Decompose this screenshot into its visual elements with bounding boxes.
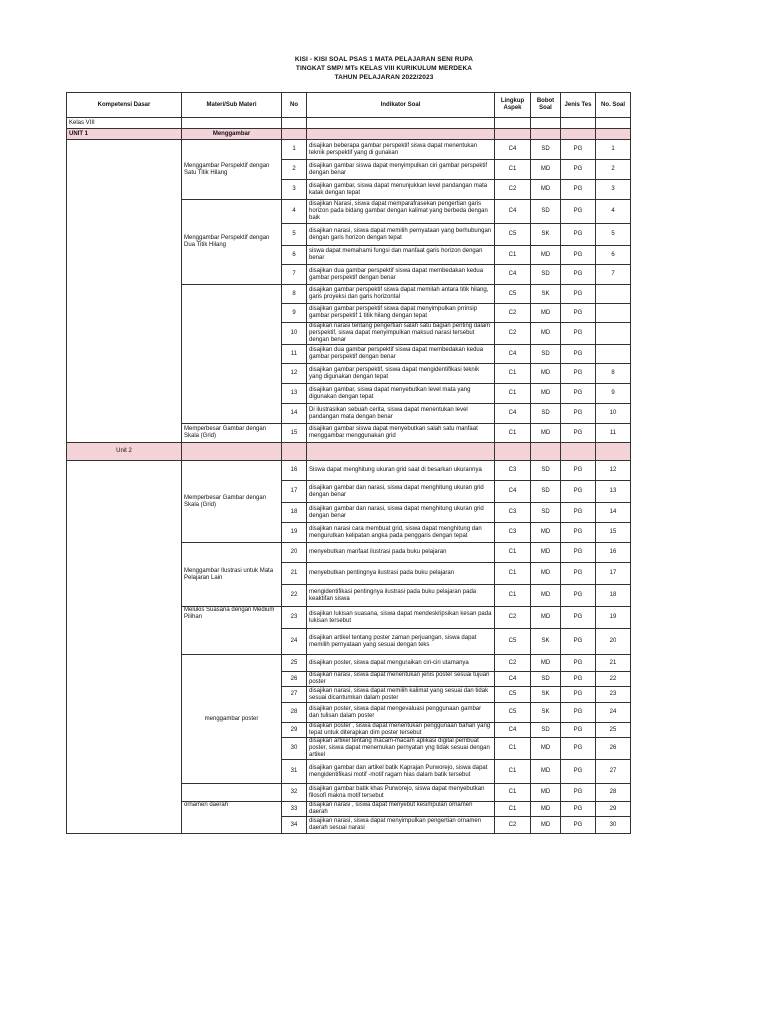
bobot-cell: SD bbox=[531, 503, 561, 523]
empty-cell bbox=[561, 443, 596, 461]
lingkup-cell: C1 bbox=[495, 738, 531, 760]
no-cell: 1 bbox=[282, 140, 307, 160]
bobot-cell: MD bbox=[531, 543, 561, 563]
nosoal-cell: 29 bbox=[596, 802, 631, 817]
indikator-cell: disajikan dua gambar perspektif siswa dapat membedakan kedua gambar perspektif dengan benar bbox=[307, 265, 495, 285]
indikator-cell: disajikan gambar siswa dapat menyimpulkan ciri gambar perspektif dengan benar bbox=[307, 160, 495, 180]
materi-cell bbox=[182, 285, 282, 424]
no-cell: 26 bbox=[282, 672, 307, 687]
jenis-cell: PG bbox=[561, 655, 596, 672]
lingkup-cell: C5 bbox=[495, 687, 531, 703]
doc-title-line3: TAHUN PELAJARAN 2022/2023 bbox=[334, 74, 434, 81]
indikator-cell: disajikan gambar perspektif siswa dapat memilah antara titik hilang, garis proyeksi dan garis horizontal bbox=[307, 285, 495, 304]
indikator-cell: Siswa dapat menghitung ukuran grid saat di besarkan ukurannya bbox=[307, 461, 495, 481]
kd-cell-unit2 bbox=[67, 461, 182, 834]
nosoal-cell: 11 bbox=[596, 424, 631, 443]
no-cell: 19 bbox=[282, 523, 307, 543]
bobot-cell: SK bbox=[531, 687, 561, 703]
empty-cell bbox=[307, 443, 495, 461]
no-cell: 11 bbox=[282, 345, 307, 364]
indikator-cell: disajikan beberapa gambar perspektif siswa dapat menentukan teknik perspektif yang di gunakan bbox=[307, 140, 495, 160]
nosoal-cell: 8 bbox=[596, 364, 631, 384]
no-cell: 18 bbox=[282, 503, 307, 523]
jenis-cell: PG bbox=[561, 523, 596, 543]
indikator-cell: disajikan gambar perspektif siswa dapat menyimpulkan prrinsip gambar perspektif 1 titik hilang dengan tepat bbox=[307, 304, 495, 323]
jenis-cell: PG bbox=[561, 323, 596, 345]
no-cell: 10 bbox=[282, 323, 307, 345]
jenis-cell: PG bbox=[561, 481, 596, 503]
no-cell: 6 bbox=[282, 246, 307, 265]
empty-cell bbox=[182, 443, 282, 461]
nosoal-cell: 17 bbox=[596, 563, 631, 585]
lingkup-cell: C2 bbox=[495, 180, 531, 200]
col-jenis: Jenis Tes bbox=[561, 93, 596, 118]
lingkup-cell: C4 bbox=[495, 200, 531, 224]
indikator-cell: disajikan narasi , siswa dapat menyebut kesimpulan ornamen daerah bbox=[307, 802, 495, 817]
nosoal-cell: 4 bbox=[596, 200, 631, 224]
indikator-cell: disajikan gambar dan artikel batik Kaprajan Purworejo, siswa dapat mengidentifikasi motif -motif ragam hias dalam batik tersebut bbox=[307, 760, 495, 784]
nosoal-cell: 20 bbox=[596, 629, 631, 655]
indikator-cell: mengidentifikasi pentingnya ilustrasi pada buku pelajaran pada keaktifan siswa bbox=[307, 585, 495, 607]
lingkup-cell: C2 bbox=[495, 655, 531, 672]
jenis-cell: PG bbox=[561, 585, 596, 607]
jenis-cell: PG bbox=[561, 543, 596, 563]
bobot-cell: SD bbox=[531, 672, 561, 687]
lingkup-cell: C5 bbox=[495, 703, 531, 723]
jenis-cell: PG bbox=[561, 784, 596, 802]
indikator-cell: disajikan gambar, siswa dapat menunjukkan level pandangan mata katak dengan tepat bbox=[307, 180, 495, 200]
nosoal-cell: 19 bbox=[596, 607, 631, 629]
bobot-cell: MD bbox=[531, 424, 561, 443]
unit1-label: UNIT 1 bbox=[67, 129, 182, 140]
nosoal-cell: 12 bbox=[596, 461, 631, 481]
nosoal-cell: 21 bbox=[596, 655, 631, 672]
jenis-cell: PG bbox=[561, 265, 596, 285]
lingkup-cell: C1 bbox=[495, 246, 531, 265]
bobot-cell: MD bbox=[531, 364, 561, 384]
indikator-cell: disajikan gambar batik khas Purworejo, siswa dapat menyebutkan filosofi makna motif tersebut bbox=[307, 784, 495, 802]
no-cell: 7 bbox=[282, 265, 307, 285]
jenis-cell: PG bbox=[561, 760, 596, 784]
kelas-row bbox=[67, 118, 631, 129]
nosoal-cell: 2 bbox=[596, 160, 631, 180]
lingkup-cell: C4 bbox=[495, 265, 531, 285]
nosoal-cell: 7 bbox=[596, 265, 631, 285]
nosoal-cell: 15 bbox=[596, 523, 631, 543]
bobot-cell: MD bbox=[531, 585, 561, 607]
lingkup-cell: C1 bbox=[495, 543, 531, 563]
jenis-cell: PG bbox=[561, 503, 596, 523]
indikator-cell: siswa dapat memahami fungsi dan manfaat garis horizon dengan benar bbox=[307, 246, 495, 265]
col-materi: Materi/Sub Materi bbox=[182, 93, 282, 118]
nosoal-cell: 16 bbox=[596, 543, 631, 563]
nosoal-cell bbox=[596, 285, 631, 304]
jenis-cell: PG bbox=[561, 461, 596, 481]
jenis-cell: PG bbox=[561, 285, 596, 304]
jenis-cell: PG bbox=[561, 224, 596, 246]
table-row bbox=[67, 461, 631, 481]
lingkup-cell: C5 bbox=[495, 224, 531, 246]
bobot-cell: SD bbox=[531, 345, 561, 364]
materi-cell: Menggambar Perspektif dengan Dua Titik Hilang bbox=[182, 200, 282, 285]
nosoal-cell: 28 bbox=[596, 784, 631, 802]
jenis-cell: PG bbox=[561, 607, 596, 629]
col-lingkup: Lingkup Aspek bbox=[495, 93, 531, 118]
no-cell: 13 bbox=[282, 384, 307, 404]
no-cell: 21 bbox=[282, 563, 307, 585]
indikator-cell: disajikan narasi, siswa dapat memilih kalimat yang sesuai dan tidak sesuai dicantumkan dalam poster bbox=[307, 687, 495, 703]
no-cell: 23 bbox=[282, 607, 307, 629]
indikator-cell: disajikan narasi cara membuat grid, siswa dapat menghitung dan mengurutkan kelipatan angka pada penggaris dengan tepat bbox=[307, 523, 495, 543]
indikator-cell: disajikan poster , siswa dapat menentukan penggunaan bahan yang tepat untuk diterapkan dim poster tersebut bbox=[307, 723, 495, 738]
indikator-cell: disajikan narasi, siswa dapat memilih pernyataan yang berhubungan dengan garis horizon dengan tepat bbox=[307, 224, 495, 246]
nosoal-cell bbox=[596, 304, 631, 323]
indikator-cell: disajikan poster, siswa dapat menguraikan ciri-ciri utamanya bbox=[307, 655, 495, 672]
nosoal-cell: 10 bbox=[596, 404, 631, 424]
bobot-cell: MD bbox=[531, 180, 561, 200]
jenis-cell: PG bbox=[561, 703, 596, 723]
bobot-cell: SD bbox=[531, 140, 561, 160]
bobot-cell: MD bbox=[531, 802, 561, 817]
bobot-cell: SK bbox=[531, 703, 561, 723]
indikator-cell: disajikan gambar dan narasi, siswa dapat menghitung ukuran grid dengan benar bbox=[307, 503, 495, 523]
indikator-cell: menyebutkan pentingnya ilustrasi pada buku pelajaran bbox=[307, 563, 495, 585]
lingkup-cell: C4 bbox=[495, 345, 531, 364]
no-cell: 31 bbox=[282, 760, 307, 784]
lingkup-cell: C1 bbox=[495, 160, 531, 180]
bobot-cell: MD bbox=[531, 384, 561, 404]
nosoal-cell: 18 bbox=[596, 585, 631, 607]
jenis-cell: PG bbox=[561, 563, 596, 585]
no-cell: 22 bbox=[282, 585, 307, 607]
bobot-cell: MD bbox=[531, 784, 561, 802]
no-cell: 15 bbox=[282, 424, 307, 443]
bobot-cell: MD bbox=[531, 160, 561, 180]
jenis-cell: PG bbox=[561, 738, 596, 760]
lingkup-cell: C2 bbox=[495, 323, 531, 345]
lingkup-cell: C3 bbox=[495, 503, 531, 523]
indikator-cell: disajikan Narasi, siswa dapat memparafrasekan pengertian garis horizon pada bidang gambar dengan kalimat yang berbeda dengan baik bbox=[307, 200, 495, 224]
nosoal-cell bbox=[596, 323, 631, 345]
bobot-cell: MD bbox=[531, 655, 561, 672]
no-cell: 5 bbox=[282, 224, 307, 246]
jenis-cell: PG bbox=[561, 200, 596, 224]
no-cell: 32 bbox=[282, 784, 307, 802]
nosoal-cell: 9 bbox=[596, 384, 631, 404]
lingkup-cell: C1 bbox=[495, 384, 531, 404]
no-cell: 27 bbox=[282, 687, 307, 703]
indikator-cell: disajikan poster, siswa dapat mengevaluasi penggunaan gambar dan tulisan dalam poster bbox=[307, 703, 495, 723]
indikator-cell: disajikan gambar dan narasi, siswa dapat menghitung ukuran grid dengan benar bbox=[307, 481, 495, 503]
bobot-cell: MD bbox=[531, 738, 561, 760]
bobot-cell: MD bbox=[531, 246, 561, 265]
jenis-cell: PG bbox=[561, 246, 596, 265]
bobot-cell: MD bbox=[531, 304, 561, 323]
bobot-cell: MD bbox=[531, 817, 561, 834]
jenis-cell: PG bbox=[561, 687, 596, 703]
bobot-cell: MD bbox=[531, 760, 561, 784]
materi-cell: ornamen daerah bbox=[182, 802, 282, 834]
jenis-cell: PG bbox=[561, 345, 596, 364]
lingkup-cell: C3 bbox=[495, 461, 531, 481]
doc-title-line1: KISI - KISI SOAL PSAS 1 MATA PELAJARAN SENI RUPA bbox=[294, 56, 474, 63]
kisi-kisi-table bbox=[66, 92, 631, 834]
no-cell: 17 bbox=[282, 481, 307, 503]
no-cell: 4 bbox=[282, 200, 307, 224]
no-cell: 20 bbox=[282, 543, 307, 563]
bobot-cell: MD bbox=[531, 563, 561, 585]
materi-cell: Menggambar Perspektif dengan Satu Titik Hilang bbox=[182, 140, 282, 200]
nosoal-cell: 6 bbox=[596, 246, 631, 265]
empty-cell bbox=[282, 443, 307, 461]
lingkup-cell: C4 bbox=[495, 672, 531, 687]
lingkup-cell: C1 bbox=[495, 364, 531, 384]
indikator-cell: disajikan artikel tentang macam-macam aplikasi digital pembuat poster, siswa dapat menemukan pernyatan yng tidak sesuai dengan artikel bbox=[307, 738, 495, 760]
bobot-cell: SK bbox=[531, 224, 561, 246]
jenis-cell: PG bbox=[561, 802, 596, 817]
materi-cell: Memperbesar Gambar dengan Skala (Grid) bbox=[182, 424, 282, 443]
nosoal-cell: 27 bbox=[596, 760, 631, 784]
no-cell: 30 bbox=[282, 738, 307, 760]
empty-cell bbox=[531, 443, 561, 461]
lingkup-cell: C2 bbox=[495, 817, 531, 834]
jenis-cell: PG bbox=[561, 140, 596, 160]
indikator-cell: disajikan narasi, siswa dapat menyimpulkan pengertian ornamen daerah sesuai narasi bbox=[307, 817, 495, 834]
no-cell: 33 bbox=[282, 802, 307, 817]
nosoal-cell: 13 bbox=[596, 481, 631, 503]
materi-cell: Menggambar Ilustrasi untuk Mata Pelajaran Lain bbox=[182, 543, 282, 607]
bobot-cell: MD bbox=[531, 523, 561, 543]
doc-title-line2: TINGKAT SMP/ MTs KELAS VIII KURIKULUM MERDEKA bbox=[295, 65, 473, 72]
indikator-cell: disajikan lukisan suasana, siswa dapat mendeskripsikan kesan pada lukisan tersebut bbox=[307, 607, 495, 629]
lingkup-cell: C1 bbox=[495, 802, 531, 817]
jenis-cell: PG bbox=[561, 180, 596, 200]
no-cell: 2 bbox=[282, 160, 307, 180]
jenis-cell: PG bbox=[561, 424, 596, 443]
lingkup-cell: C2 bbox=[495, 304, 531, 323]
no-cell: 9 bbox=[282, 304, 307, 323]
jenis-cell: PG bbox=[561, 723, 596, 738]
jenis-cell: PG bbox=[561, 364, 596, 384]
indikator-cell: disajikan gambar, siswa dapat menyebutkan level mata yang digunakan dengan tepat bbox=[307, 384, 495, 404]
lingkup-cell: C1 bbox=[495, 424, 531, 443]
lingkup-cell: C4 bbox=[495, 723, 531, 738]
nosoal-cell: 1 bbox=[596, 140, 631, 160]
bobot-cell: SD bbox=[531, 723, 561, 738]
nosoal-cell: 26 bbox=[596, 738, 631, 760]
lingkup-cell: C3 bbox=[495, 523, 531, 543]
empty-cell bbox=[596, 443, 631, 461]
no-cell: 34 bbox=[282, 817, 307, 834]
unit2-row bbox=[67, 443, 631, 461]
col-indikator: Indikator Soal bbox=[307, 93, 495, 118]
jenis-cell: PG bbox=[561, 817, 596, 834]
bobot-cell: SD bbox=[531, 461, 561, 481]
col-no: No bbox=[282, 93, 307, 118]
bobot-cell: SK bbox=[531, 285, 561, 304]
unit1-materi: Menggambar bbox=[182, 129, 282, 140]
nosoal-cell bbox=[596, 345, 631, 364]
nosoal-cell: 5 bbox=[596, 224, 631, 246]
lingkup-cell: C4 bbox=[495, 140, 531, 160]
nosoal-cell: 22 bbox=[596, 672, 631, 687]
indikator-cell: menyebutkan manfaat ilustrasi pada buku pelajaran bbox=[307, 543, 495, 563]
empty-cell bbox=[495, 443, 531, 461]
unit2-label: Unit 2 bbox=[67, 443, 182, 461]
no-cell: 28 bbox=[282, 703, 307, 723]
jenis-cell: PG bbox=[561, 160, 596, 180]
jenis-cell: PG bbox=[561, 384, 596, 404]
lingkup-cell: C4 bbox=[495, 481, 531, 503]
col-bobot: Bobot Soal bbox=[531, 93, 561, 118]
no-cell: 8 bbox=[282, 285, 307, 304]
lingkup-cell: C2 bbox=[495, 607, 531, 629]
nosoal-cell: 25 bbox=[596, 723, 631, 738]
lingkup-cell: C4 bbox=[495, 404, 531, 424]
table-row bbox=[67, 140, 631, 160]
indikator-cell: disajikan narasi, siswa dapat menentukan jenis poster sesuai tujuan poster bbox=[307, 672, 495, 687]
lingkup-cell: C5 bbox=[495, 629, 531, 655]
kelas-label: Kelas VIII bbox=[67, 118, 182, 129]
nosoal-cell: 24 bbox=[596, 703, 631, 723]
col-kd: Kompetensi Dasar bbox=[67, 93, 182, 118]
materi-cell: menggambar poster bbox=[182, 655, 282, 784]
kd-cell-unit1 bbox=[67, 140, 182, 443]
no-cell: 25 bbox=[282, 655, 307, 672]
bobot-cell: SD bbox=[531, 481, 561, 503]
materi-cell bbox=[182, 784, 282, 802]
nosoal-cell: 3 bbox=[596, 180, 631, 200]
jenis-cell: PG bbox=[561, 629, 596, 655]
indikator-cell: disajikan artikel tentang poster zaman perjuangan, siswa dapat memilih pernyataan yang sesuai dengan teks bbox=[307, 629, 495, 655]
lingkup-cell: C1 bbox=[495, 585, 531, 607]
header-row bbox=[67, 93, 631, 118]
indikator-cell: Di ilustrasikan sebuah cerita, siswa dapat menentukan level pandangan mata dengan benar bbox=[307, 404, 495, 424]
bobot-cell: SK bbox=[531, 629, 561, 655]
bobot-cell: SD bbox=[531, 265, 561, 285]
lingkup-cell: C5 bbox=[495, 285, 531, 304]
bobot-cell: MD bbox=[531, 323, 561, 345]
no-cell: 29 bbox=[282, 723, 307, 738]
col-nosoal: No. Soal bbox=[596, 93, 631, 118]
indikator-cell: disajikan gambar perspektif, siswa dapat mengidentifikasi teknik yang digunakan dengan tepat bbox=[307, 364, 495, 384]
no-cell: 14 bbox=[282, 404, 307, 424]
bobot-cell: SD bbox=[531, 200, 561, 224]
lingkup-cell: C1 bbox=[495, 760, 531, 784]
jenis-cell: PG bbox=[561, 672, 596, 687]
lingkup-cell: C1 bbox=[495, 784, 531, 802]
materi-cell: Memperbesar Gambar dengan Skala (Grid) bbox=[182, 461, 282, 543]
unit1-row bbox=[67, 129, 631, 140]
indikator-cell: disajikan narasi tentang pengertian salah satu bagian penting dalam perspektif, siswa dapat menyimpulkan maksud narasi tersebut dengan benar bbox=[307, 323, 495, 345]
jenis-cell: PG bbox=[561, 304, 596, 323]
nosoal-cell: 30 bbox=[596, 817, 631, 834]
lingkup-cell: C1 bbox=[495, 563, 531, 585]
no-cell: 3 bbox=[282, 180, 307, 200]
materi-cell: Melukis Suasana dengan Medium Pilihan bbox=[182, 607, 282, 655]
indikator-cell: disajikan gambar siswa dapat menyebutkan salah satu manfaat menggambar menggunakan grid bbox=[307, 424, 495, 443]
no-cell: 16 bbox=[282, 461, 307, 481]
nosoal-cell: 23 bbox=[596, 687, 631, 703]
bobot-cell: SD bbox=[531, 404, 561, 424]
bobot-cell: MD bbox=[531, 607, 561, 629]
jenis-cell: PG bbox=[561, 404, 596, 424]
no-cell: 24 bbox=[282, 629, 307, 655]
no-cell: 12 bbox=[282, 364, 307, 384]
indikator-cell: disajikan dua gambar perspektif siswa dapat membedakan kedua gambar perspektif dengan benar bbox=[307, 345, 495, 364]
nosoal-cell: 14 bbox=[596, 503, 631, 523]
